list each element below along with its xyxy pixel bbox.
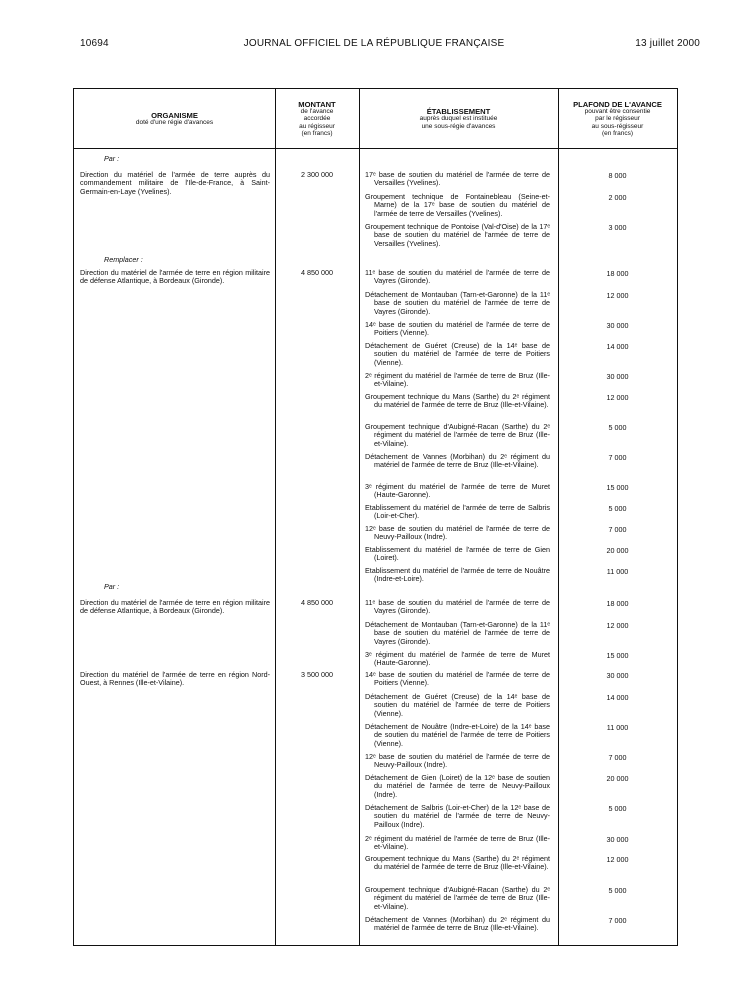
etablissement-entry: Détachement de Montauban (Tarn-et-Garonne) de la 11ᵉ base de soutien du matériel de l'armée de terre de Vayres (Gironde). — [365, 290, 550, 316]
plafond-value: 15 000 — [606, 651, 629, 660]
montant-value: 4 850 000 — [301, 268, 333, 277]
plafond-value: 12 000 — [606, 621, 629, 630]
section-label-remplacer: Remplacer : — [104, 255, 143, 264]
etablissement-entry: 11ᵉ base de soutien du matériel de l'armée de terre de Vayres (Gironde). — [365, 268, 550, 286]
montant-value: 4 850 000 — [301, 598, 333, 607]
plafond-value: 20 000 — [606, 546, 629, 555]
organisme-entry: Direction du matériel de l'armée de terre en région militaire de défense Atlantique, à Bordeaux (Gironde). — [80, 268, 270, 286]
plafond-value: 12 000 — [606, 855, 629, 864]
plafond-value: 12 000 — [606, 393, 629, 402]
etablissement-entry: Groupement technique d'Aubigné-Racan (Sarthe) du 2ᵉ régiment du matériel de l'armée de terre de Bruz (Ille-et-Vilaine). — [365, 885, 550, 911]
etablissement-entry: 2ᵉ régiment du matériel de l'armée de terre de Bruz (Ille-et-Vilaine). — [365, 834, 550, 852]
plafond-value: 8 000 — [608, 171, 627, 180]
column-header-etablissement: ÉTABLISSEMENT auprès duquel est instituée une sous-régie d'avances — [419, 107, 498, 130]
column-divider — [359, 89, 360, 945]
etablissement-entry: Détachement de Guéret (Creuse) de la 14ᵉ base de soutien du matériel de l'armée de terre de Poitiers (Vienne). — [365, 341, 550, 367]
plafond-value: 11 000 — [606, 567, 629, 576]
etablissement-entry: Détachement de Montauban (Tarn-et-Garonne) de la 11ᵉ base de soutien du matériel de l'armée de terre de Vayres (Gironde). — [365, 620, 550, 646]
etablissement-entry: Groupement technique de Pontoise (Val-d'Oise) de la 17ᵉ base de soutien du matériel de l'armée de terre de Versailles (Yvelines). — [365, 222, 550, 248]
section-label-par: Par : — [104, 154, 120, 163]
etablissement-entry: Détachement de Guéret (Creuse) de la 14ᵉ base de soutien du matériel de l'armée de terre de Poitiers (Vienne). — [365, 692, 550, 718]
etablissement-entry: 17ᵉ base de soutien du matériel de l'armée de terre de Versailles (Yvelines). — [365, 170, 550, 188]
plafond-value: 12 000 — [606, 291, 629, 300]
column-divider — [558, 89, 559, 945]
issue-date: 13 juillet 2000 — [635, 38, 700, 49]
etablissement-entry: Groupement technique du Mans (Sarthe) du 2ᵉ régiment du matériel de l'armée de terre de Bruz (Ille-et-Vilaine). — [365, 854, 550, 872]
etablissement-entry: 12ᵉ base de soutien du matériel de l'armée de terre de Neuvy-Pailloux (Indre). — [365, 752, 550, 770]
plafond-value: 7 000 — [608, 453, 627, 462]
column-header-montant: MONTANT de l'avance accordée au régisseur (en francs) — [298, 99, 336, 137]
etablissement-entry: 2ᵉ régiment du matériel de l'armée de terre de Bruz (Ille-et-Vilaine). — [365, 371, 550, 389]
etablissement-entry: Groupement technique d'Aubigné-Racan (Sarthe) du 2ᵉ régiment du matériel de l'armée de terre de Bruz (Ille-et-Vilaine). — [365, 422, 550, 448]
plafond-value: 5 000 — [608, 504, 627, 513]
etablissement-entry: Etablissement du matériel de l'armée de terre de Gien (Loiret). — [365, 545, 550, 563]
plafond-value: 5 000 — [608, 886, 627, 895]
journal-title: JOURNAL OFFICIEL DE LA RÉPUBLIQUE FRANÇAISE — [243, 38, 505, 49]
organisme-entry: Direction du matériel de l'armée de terre en région Nord-Ouest, à Rennes (Ille-et-Vilaine). — [80, 670, 270, 688]
etablissement-entry: 12ᵉ base de soutien du matériel de l'armée de terre de Neuvy-Pailloux (Indre). — [365, 524, 550, 542]
column-header-organisme: ORGANISME doté d'une régie d'avances — [135, 110, 214, 126]
montant-value: 3 500 000 — [301, 670, 333, 679]
plafond-value: 5 000 — [608, 804, 627, 813]
etablissement-entry: Détachement de Nouâtre (Indre-et-Loire) de la 14ᵉ base de soutien du matériel de l'armée de terre de Poitiers (Vienne). — [365, 722, 550, 748]
etablissement-entry: 11ᵉ base de soutien du matériel de l'armée de terre de Vayres (Gironde). — [365, 598, 550, 616]
page-number: 10694 — [80, 38, 109, 49]
column-header-plafond: PLAFOND DE L'AVANCE pouvant être consentie par le régisseur au sous-régisseur (en francs) — [573, 99, 662, 137]
etablissement-entry: Etablissement du matériel de l'armée de terre de Nouâtre (Indre-et-Loire). — [365, 566, 550, 584]
plafond-value: 7 000 — [608, 916, 627, 925]
plafond-value: 30 000 — [606, 835, 629, 844]
etablissement-entry: Détachement de Vannes (Morbihan) du 2ᵉ régiment du matériel de l'armée de terre de Bruz (Ille-et-Vilaine). — [365, 915, 550, 933]
plafond-value: 20 000 — [606, 774, 629, 783]
plafond-value: 30 000 — [606, 671, 629, 680]
plafond-value: 30 000 — [606, 372, 629, 381]
plafond-value: 18 000 — [606, 269, 629, 278]
plafond-value: 7 000 — [608, 525, 627, 534]
plafond-value: 18 000 — [606, 599, 629, 608]
plafond-value: 5 000 — [608, 423, 627, 432]
plafond-value: 2 000 — [608, 193, 627, 202]
plafond-value: 15 000 — [606, 483, 629, 492]
etablissement-entry: 14ᵉ base de soutien du matériel de l'armée de terre de Poitiers (Vienne). — [365, 670, 550, 688]
etablissement-entry: Détachement de Gien (Loiret) de la 12ᵉ base de soutien du matériel de l'armée de terre de Neuvy-Pailloux (Indre). — [365, 773, 550, 799]
etablissement-entry: 14ᵉ base de soutien du matériel de l'armée de terre de Poitiers (Vienne). — [365, 320, 550, 338]
plafond-value: 14 000 — [606, 693, 629, 702]
etablissement-entry: 3ᵉ régiment du matériel de l'armée de terre de Muret (Haute-Garonne). — [365, 482, 550, 500]
section-label-par: Par : — [104, 582, 120, 591]
etablissement-entry: Groupement technique de Fontainebleau (Seine-et-Marne) de la 17ᵉ base de soutien du matériel de l'armée de terre de Versailles (Yvelines). — [365, 192, 550, 218]
organisme-entry: Direction du matériel de l'armée de terre en région militaire de défense Atlantique, à Bordeaux (Gironde). — [80, 598, 270, 616]
montant-value: 2 300 000 — [301, 170, 333, 179]
avances-table — [73, 88, 678, 946]
plafond-value: 3 000 — [608, 223, 627, 232]
plafond-value: 7 000 — [608, 753, 627, 762]
etablissement-entry: Détachement de Salbris (Loir-et-Cher) de la 12ᵉ base de soutien du matériel de l'armée de terre de Neuvy-Pailloux (Indre). — [365, 803, 550, 829]
column-divider — [275, 89, 276, 945]
etablissement-entry: Etablissement du matériel de l'armée de terre de Salbris (Loir-et-Cher). — [365, 503, 550, 521]
plafond-value: 14 000 — [606, 342, 629, 351]
organisme-entry: Direction du matériel de l'armée de terre auprès du commandement militaire de l'Ile-de-France, à Saint-Germain-en-Laye (Yvelines). — [80, 170, 270, 196]
plafond-value: 30 000 — [606, 321, 629, 330]
etablissement-entry: Détachement de Vannes (Morbihan) du 2ᵉ régiment du matériel de l'armée de terre de Bruz (Ille-et-Vilaine). — [365, 452, 550, 470]
etablissement-entry: 3ᵉ régiment du matériel de l'armée de terre de Muret (Haute-Garonne). — [365, 650, 550, 668]
plafond-value: 11 000 — [606, 723, 629, 732]
etablissement-entry: Groupement technique du Mans (Sarthe) du 2ᵉ régiment du matériel de l'armée de terre de Bruz (Ille-et-Vilaine). — [365, 392, 550, 410]
